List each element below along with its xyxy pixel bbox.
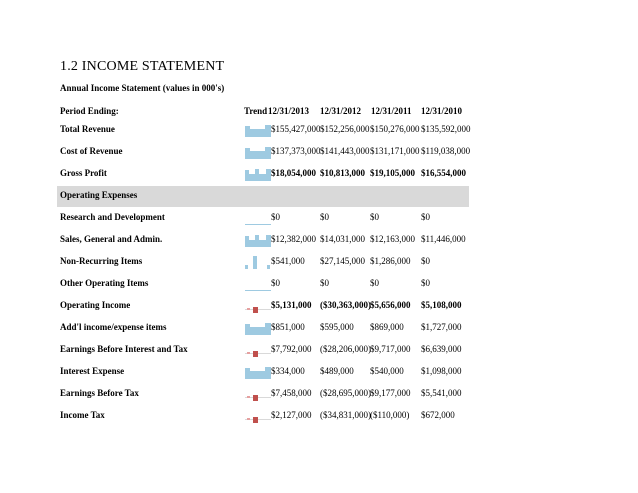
period-2011-header: 12/31/2011 <box>371 106 412 116</box>
table-row <box>57 252 469 273</box>
cell-value: ($28,206,000) <box>320 344 371 354</box>
spark-bar <box>267 265 270 269</box>
cell-value: $1,727,000 <box>421 322 462 332</box>
cell-value: $7,792,000 <box>271 344 312 354</box>
table-row <box>57 296 469 317</box>
cell-value: $11,446,000 <box>421 234 466 244</box>
cell-value: $851,000 <box>271 322 305 332</box>
table-row <box>57 120 469 141</box>
row-label: Earnings Before Tax <box>60 388 139 398</box>
trend-sparkline <box>245 123 271 137</box>
table-row <box>57 208 469 229</box>
spark-bar <box>245 151 271 159</box>
cell-value: $0 <box>271 212 280 222</box>
row-label: Total Revenue <box>60 124 115 134</box>
table-row <box>57 340 469 361</box>
row-label: Other Operating Items <box>60 278 149 288</box>
spark-bar <box>245 290 271 291</box>
cell-value: $150,276,000 <box>370 124 420 134</box>
cell-value: $141,443,000 <box>320 146 370 156</box>
spark-neg-bar <box>253 351 258 357</box>
cell-value: $19,105,000 <box>370 168 415 178</box>
statement-subtitle: Annual Income Statement (values in 000's) <box>60 83 225 93</box>
cell-value: $672,000 <box>421 410 455 420</box>
trend-sparkline <box>245 145 271 159</box>
cell-value: $6,639,000 <box>421 344 462 354</box>
trend-sparkline <box>245 365 271 379</box>
period-2010-header: 12/31/2010 <box>421 106 463 116</box>
spark-bar <box>245 240 271 247</box>
spark-bar <box>245 174 271 181</box>
trend-sparkline <box>245 387 271 401</box>
spark-bar <box>245 236 249 240</box>
cell-value: $152,256,000 <box>320 124 370 134</box>
cell-value: $27,145,000 <box>320 256 365 266</box>
spark-bar <box>253 256 257 269</box>
table-row <box>57 230 469 251</box>
spark-bar <box>245 371 271 379</box>
cell-value: $0 <box>421 278 430 288</box>
cell-value: $0 <box>370 278 379 288</box>
cell-value: $334,000 <box>271 366 305 376</box>
trend-sparkline <box>245 409 271 423</box>
cell-value: ($34,831,000) <box>320 410 371 420</box>
cell-value: $16,554,000 <box>421 168 466 178</box>
cell-value: $137,373,000 <box>271 146 321 156</box>
cell-value: $2,127,000 <box>271 410 312 420</box>
table-row <box>57 318 469 339</box>
spark-neg-bar <box>253 417 258 423</box>
row-label: Operating Income <box>60 300 131 310</box>
cell-value: $0 <box>320 278 329 288</box>
row-label: Add'l income/expense items <box>60 322 167 332</box>
trend-sparkline <box>245 255 271 269</box>
spark-bar <box>245 327 271 335</box>
spark-bar <box>245 170 249 174</box>
cell-value: $5,108,000 <box>421 300 462 310</box>
trend-sparkline <box>245 277 271 291</box>
cell-value: $0 <box>370 212 379 222</box>
spark-bar <box>255 169 259 174</box>
spark-bar <box>247 308 250 310</box>
cell-value: $131,171,000 <box>370 146 420 156</box>
cell-value: ($110,000) <box>370 410 410 420</box>
table-row <box>57 362 469 383</box>
cell-value: $7,458,000 <box>271 388 312 398</box>
period-2012-header: 12/31/2012 <box>320 106 362 116</box>
spark-bar <box>247 396 250 398</box>
spark-bar <box>245 324 250 327</box>
row-label: Income Tax <box>60 410 105 420</box>
trend-sparkline <box>245 321 271 335</box>
cell-value: $14,031,000 <box>320 234 365 244</box>
cell-value: $0 <box>320 212 329 222</box>
page-title: 1.2 INCOME STATEMENT <box>60 59 225 74</box>
trend-header: Trend <box>244 106 268 116</box>
table-row <box>57 406 469 427</box>
cell-value: $18,054,000 <box>271 168 316 178</box>
cell-value: $10,813,000 <box>320 168 365 178</box>
cell-value: $540,000 <box>370 366 404 376</box>
cell-value: $0 <box>421 212 430 222</box>
cell-value: $9,717,000 <box>370 344 411 354</box>
cell-value: $1,286,000 <box>370 256 411 266</box>
row-label: Gross Profit <box>60 168 107 178</box>
row-label: Interest Expense <box>60 366 125 376</box>
spark-bar <box>255 235 259 240</box>
cell-value: ($28,695,000) <box>320 388 371 398</box>
spark-neg-bar <box>253 395 258 401</box>
cell-value: $595,000 <box>320 322 354 332</box>
spark-bar <box>245 129 271 137</box>
spark-bar <box>245 368 250 371</box>
table-row <box>57 384 469 405</box>
section-header-row <box>57 186 469 207</box>
cell-value: $0 <box>421 256 430 266</box>
cell-value: $5,656,000 <box>370 300 411 310</box>
row-label: Operating Expenses <box>60 190 138 200</box>
row-label: Cost of Revenue <box>60 146 123 156</box>
trend-sparkline <box>245 211 271 225</box>
trend-sparkline <box>245 233 271 247</box>
period-2013-header: 12/31/2013 <box>268 106 310 116</box>
table-row <box>57 274 469 295</box>
trend-sparkline <box>245 167 271 181</box>
cell-value: $869,000 <box>370 322 404 332</box>
cell-value: $1,098,000 <box>421 366 462 376</box>
cell-value: $5,541,000 <box>421 388 462 398</box>
row-label: Research and Development <box>60 212 165 222</box>
row-label: Sales, General and Admin. <box>60 234 163 244</box>
cell-value: $489,000 <box>320 366 354 376</box>
cell-value: $5,131,000 <box>271 300 312 310</box>
cell-value: $12,382,000 <box>271 234 316 244</box>
spark-neg-bar <box>253 307 258 313</box>
cell-value: $135,592,000 <box>421 124 471 134</box>
spark-bar <box>245 224 271 225</box>
row-label: Earnings Before Interest and Tax <box>60 344 188 354</box>
spark-bar <box>247 418 250 420</box>
trend-sparkline <box>245 299 271 313</box>
cell-value: $541,000 <box>271 256 305 266</box>
spark-bar <box>245 265 248 269</box>
cell-value: ($30,363,000) <box>320 300 371 310</box>
spark-bar <box>247 352 250 354</box>
cell-value: $9,177,000 <box>370 388 411 398</box>
period-ending-label: Period Ending: <box>60 106 119 116</box>
spark-bar <box>245 148 250 151</box>
cell-value: $12,163,000 <box>370 234 415 244</box>
cell-value: $119,038,000 <box>421 146 471 156</box>
table-row <box>57 142 469 163</box>
row-label: Non-Recurring Items <box>60 256 143 266</box>
cell-value: $0 <box>271 278 280 288</box>
cell-value: $155,427,000 <box>271 124 321 134</box>
trend-sparkline <box>245 343 271 357</box>
table-row <box>57 164 469 185</box>
spark-bar <box>245 126 250 129</box>
